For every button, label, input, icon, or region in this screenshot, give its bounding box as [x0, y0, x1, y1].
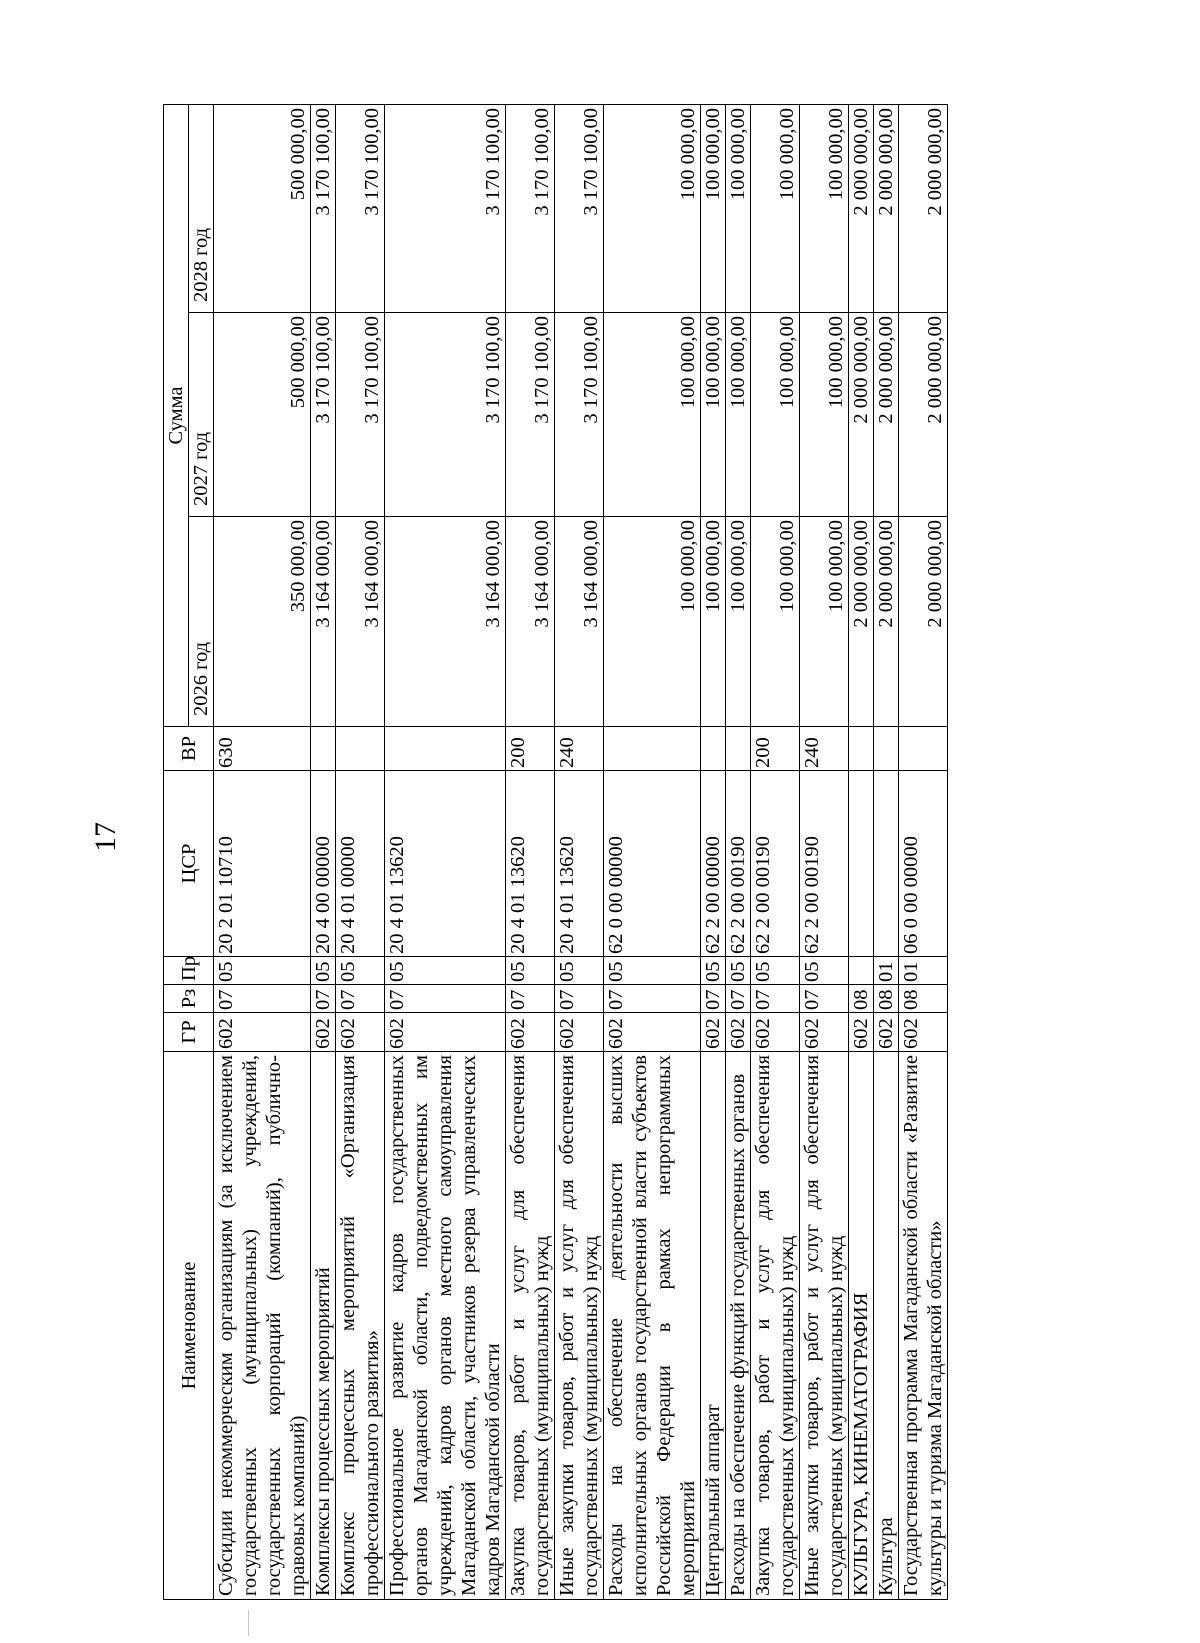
cell-pr: 01	[899, 957, 948, 985]
scan-mark	[248, 1610, 259, 1636]
cell-csr	[849, 771, 874, 957]
cell-rz: 08	[899, 985, 948, 1013]
cell-csr: 20 2 01 10710	[214, 771, 311, 957]
cell-amount-2027: 3 170 100,00	[311, 313, 336, 517]
cell-rz: 08	[874, 985, 899, 1013]
cell-amount-2027: 3 170 100,00	[385, 313, 506, 517]
cell-amount-2027: 3 170 100,00	[555, 313, 604, 517]
cell-name: Расходы на обеспечение деятельности высших исполнительных органов государственной власти субъектов Российской Федерации в рамках непрограммных мероприятий	[604, 1052, 701, 1600]
cell-gr: 602	[214, 1013, 311, 1052]
cell-name: Государственная программа Магаданской области «Развитие культуры и туризма Магаданской области»	[899, 1052, 948, 1600]
cell-name: Иные закупки товаров, работ и услуг для обеспечения государственных (муниципальных) нужд	[800, 1052, 849, 1600]
table-row	[701, 104, 726, 1599]
cell-amount-2027: 100 000,00	[604, 313, 701, 517]
cell-rz: 07	[385, 985, 506, 1013]
cell-vr	[701, 727, 726, 771]
table-row	[751, 104, 800, 1599]
cell-name: Субсидии некоммерческим организациям (за исключением государственных (муниципальных) учреждений, государственных корпораций (компаний), публично-правовых компаний)	[214, 1052, 311, 1600]
cell-gr: 602	[506, 1013, 555, 1052]
cell-amount-2026: 3 164 000,00	[385, 517, 506, 727]
cell-pr: 05	[800, 957, 849, 985]
cell-amount-2027: 2 000 000,00	[899, 313, 948, 517]
cell-amount-2028: 2 000 000,00	[874, 104, 899, 312]
header-name: Наименование	[164, 1052, 214, 1600]
cell-amount-2027: 3 170 100,00	[336, 313, 385, 517]
cell-rz: 07	[751, 985, 800, 1013]
cell-amount-2028: 100 000,00	[800, 104, 849, 312]
cell-vr: 630	[214, 727, 311, 771]
cell-pr: 05	[604, 957, 701, 985]
cell-rz: 08	[849, 985, 874, 1013]
cell-rz: 07	[336, 985, 385, 1013]
cell-csr: 62 2 00 00190	[751, 771, 800, 957]
cell-amount-2028: 100 000,00	[751, 104, 800, 312]
cell-amount-2026: 3 164 000,00	[336, 517, 385, 727]
cell-name: КУЛЬТУРА, КИНЕМАТОГРАФИЯ	[849, 1052, 874, 1600]
cell-gr: 602	[800, 1013, 849, 1052]
cell-name: Закупка товаров, работ и услуг для обеспечения государственных (муниципальных) нужд	[506, 1052, 555, 1600]
cell-csr: 20 4 00 00000	[311, 771, 336, 957]
cell-amount-2028: 3 170 100,00	[506, 104, 555, 312]
cell-amount-2026: 2 000 000,00	[874, 517, 899, 727]
cell-amount-2028: 100 000,00	[726, 104, 751, 312]
cell-csr: 06 0 00 00000	[899, 771, 948, 957]
cell-csr: 62 0 00 00000	[604, 771, 701, 957]
cell-amount-2026: 100 000,00	[800, 517, 849, 727]
cell-amount-2026: 3 164 000,00	[555, 517, 604, 727]
cell-name: Центральный аппарат	[701, 1052, 726, 1600]
cell-amount-2026: 350 000,00	[214, 517, 311, 727]
cell-name: Комплекс процессных мероприятий «Организация профессионального развития»	[336, 1052, 385, 1600]
cell-amount-2026: 100 000,00	[726, 517, 751, 727]
cell-amount-2028: 3 170 100,00	[385, 104, 506, 312]
cell-amount-2028: 3 170 100,00	[311, 104, 336, 312]
cell-amount-2027: 3 170 100,00	[506, 313, 555, 517]
cell-pr: 05	[751, 957, 800, 985]
cell-amount-2028: 100 000,00	[604, 104, 701, 312]
cell-name: Закупка товаров, работ и услуг для обеспечения государственных (муниципальных) нужд	[751, 1052, 800, 1600]
cell-pr	[849, 957, 874, 985]
cell-gr: 602	[899, 1013, 948, 1052]
table-row	[311, 104, 336, 1599]
cell-vr	[336, 727, 385, 771]
cell-vr	[311, 727, 336, 771]
cell-name: Культура	[874, 1052, 899, 1600]
cell-gr: 602	[385, 1013, 506, 1052]
cell-amount-2027: 2 000 000,00	[849, 313, 874, 517]
header-gr: ГР	[164, 1013, 214, 1052]
table-row	[385, 104, 506, 1599]
cell-gr: 602	[849, 1013, 874, 1052]
cell-gr: 602	[751, 1013, 800, 1052]
cell-amount-2026: 2 000 000,00	[849, 517, 874, 727]
cell-amount-2028: 100 000,00	[701, 104, 726, 312]
cell-vr	[899, 727, 948, 771]
cell-csr: 20 4 01 13620	[555, 771, 604, 957]
table-row	[800, 104, 849, 1599]
table-row	[506, 104, 555, 1599]
cell-vr: 200	[751, 727, 800, 771]
header-rz: Рз	[164, 985, 214, 1013]
cell-name: Расходы на обеспечение функций государственных органов	[726, 1052, 751, 1600]
cell-vr: 200	[506, 727, 555, 771]
cell-vr	[604, 727, 701, 771]
header-pr: Пр	[164, 957, 214, 985]
cell-rz: 07	[555, 985, 604, 1013]
cell-amount-2028: 500 000,00	[214, 104, 311, 312]
table-row	[604, 104, 701, 1599]
cell-amount-2027: 100 000,00	[800, 313, 849, 517]
cell-vr	[874, 727, 899, 771]
cell-csr	[874, 771, 899, 957]
cell-gr: 602	[604, 1013, 701, 1052]
table-row	[336, 104, 385, 1599]
cell-rz: 07	[800, 985, 849, 1013]
cell-gr: 602	[336, 1013, 385, 1052]
cell-amount-2026: 100 000,00	[604, 517, 701, 727]
cell-amount-2027: 100 000,00	[701, 313, 726, 517]
cell-pr: 05	[311, 957, 336, 985]
cell-vr: 240	[800, 727, 849, 771]
cell-name: Профессиональное развитие кадров государственных органов Магаданской области, подведомственных им учреждений, кадров органов местного самоуправления Магаданской области, участников резерва управленческих кадров Магаданской области	[385, 1052, 506, 1600]
table-row	[726, 104, 751, 1599]
cell-amount-2028: 3 170 100,00	[336, 104, 385, 312]
cell-pr: 05	[336, 957, 385, 985]
cell-amount-2026: 3 164 000,00	[311, 517, 336, 727]
table-row	[555, 104, 604, 1599]
cell-csr: 20 4 01 13620	[385, 771, 506, 957]
cell-pr: 05	[385, 957, 506, 985]
budget-table	[163, 104, 948, 1600]
cell-rz: 07	[726, 985, 751, 1013]
cell-csr: 20 4 01 13620	[506, 771, 555, 957]
cell-amount-2027: 100 000,00	[751, 313, 800, 517]
cell-amount-2027: 500 000,00	[214, 313, 311, 517]
cell-pr: 05	[555, 957, 604, 985]
cell-vr	[849, 727, 874, 771]
cell-amount-2026: 2 000 000,00	[899, 517, 948, 727]
cell-amount-2027: 2 000 000,00	[874, 313, 899, 517]
cell-rz: 07	[214, 985, 311, 1013]
cell-gr: 602	[555, 1013, 604, 1052]
table-row	[899, 104, 948, 1599]
cell-amount-2028: 2 000 000,00	[849, 104, 874, 312]
header-csr: ЦСР	[164, 771, 214, 957]
cell-vr	[385, 727, 506, 771]
header-year-2028: 2028 год	[189, 104, 214, 312]
cell-gr: 602	[311, 1013, 336, 1052]
cell-csr: 62 2 00 00190	[726, 771, 751, 957]
table-body	[214, 104, 948, 1599]
table-row	[849, 104, 874, 1599]
header-vr: ВР	[164, 727, 214, 771]
cell-gr: 602	[701, 1013, 726, 1052]
cell-pr: 05	[506, 957, 555, 985]
cell-amount-2026: 100 000,00	[701, 517, 726, 727]
cell-rz: 07	[604, 985, 701, 1013]
cell-gr: 602	[726, 1013, 751, 1052]
table-row	[874, 104, 899, 1599]
cell-amount-2027: 100 000,00	[726, 313, 751, 517]
cell-name: Иные закупки товаров, работ и услуг для обеспечения государственных (муниципальных) нужд	[555, 1052, 604, 1600]
cell-amount-2026: 100 000,00	[751, 517, 800, 727]
cell-vr	[726, 727, 751, 771]
cell-rz: 07	[506, 985, 555, 1013]
cell-amount-2028: 3 170 100,00	[555, 104, 604, 312]
cell-pr: 01	[874, 957, 899, 985]
cell-vr: 240	[555, 727, 604, 771]
cell-csr: 20 4 01 00000	[336, 771, 385, 957]
budget-table-frame	[163, 105, 1088, 1600]
cell-csr: 62 2 00 00000	[701, 771, 726, 957]
header-year-2026: 2026 год	[189, 517, 214, 727]
cell-rz: 07	[311, 985, 336, 1013]
cell-amount-2028: 2 000 000,00	[899, 104, 948, 312]
cell-pr: 05	[701, 957, 726, 985]
cell-rz: 07	[701, 985, 726, 1013]
header-year-2027: 2027 год	[189, 313, 214, 517]
header-sum: Сумма	[164, 104, 189, 726]
cell-gr: 602	[874, 1013, 899, 1052]
cell-amount-2026: 3 164 000,00	[506, 517, 555, 727]
page-number: 17	[89, 822, 122, 852]
cell-csr: 62 2 00 00190	[800, 771, 849, 957]
cell-pr: 05	[214, 957, 311, 985]
table-row	[214, 104, 311, 1599]
cell-name: Комплексы процессных мероприятий	[311, 1052, 336, 1600]
cell-pr: 05	[726, 957, 751, 985]
